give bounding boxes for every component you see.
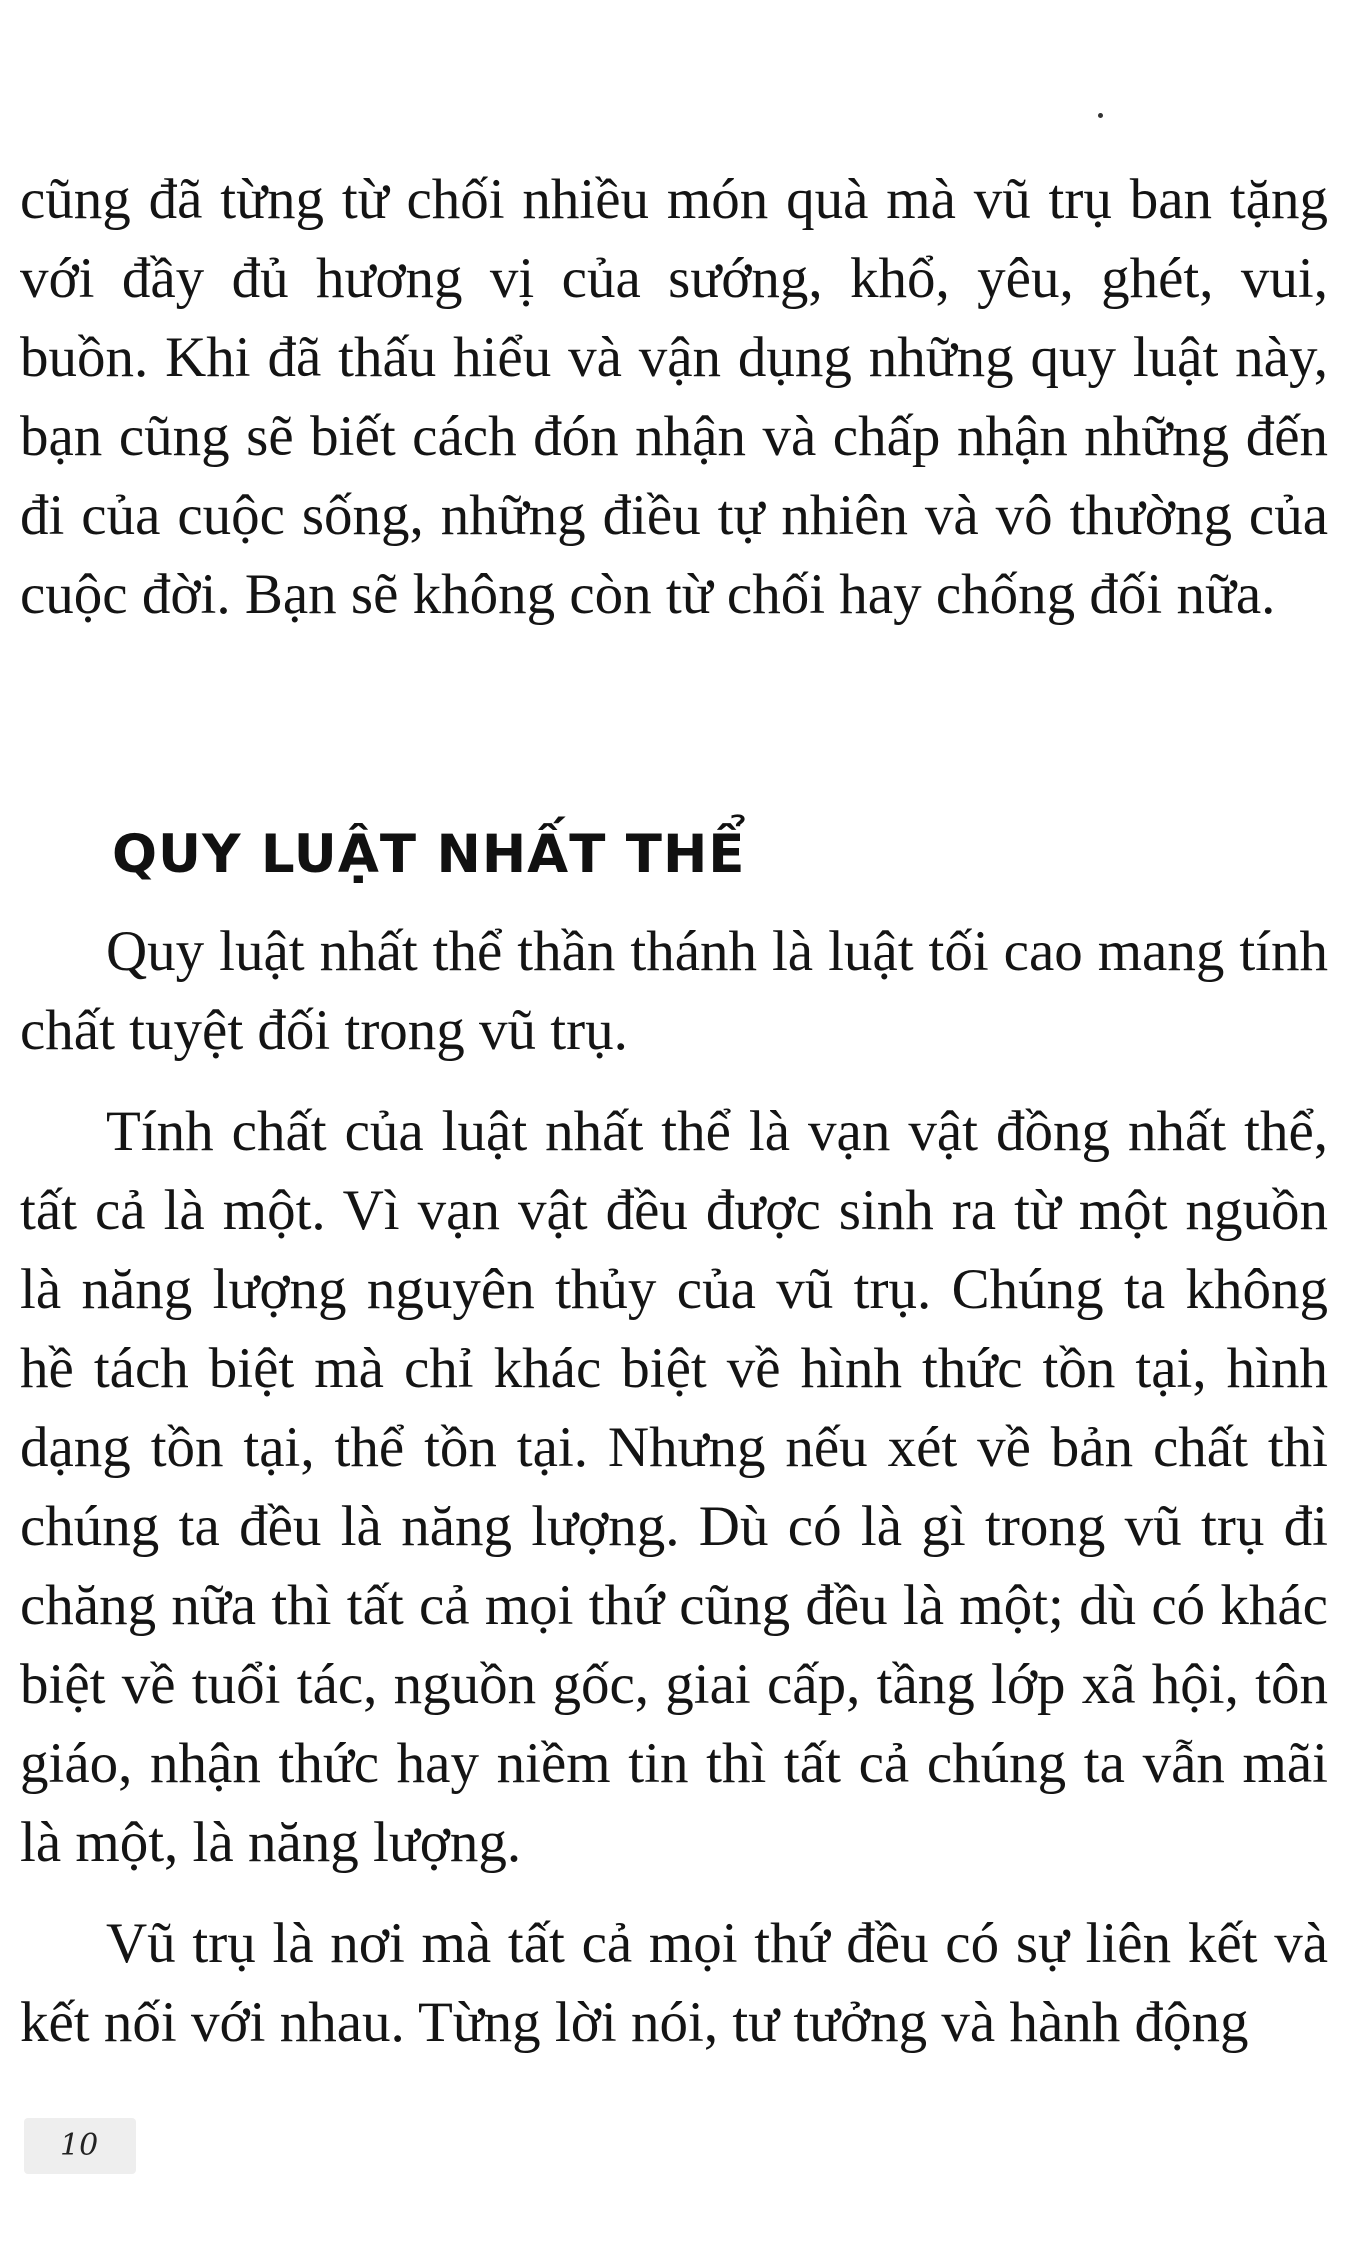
continuation-paragraph: cũng đã từng từ chối nhiều món quà mà vũ trụ ban tặng với đầy đủ hương vị của sướng, khổ, yêu, ghét, vui, buồn. Khi đã thấu hiểu và vận dụng những quy luật này, bạn cũng sẽ biết cách đón nhận và chấp nhận những đến đi của cuộc sống, những điều tự nhiên và vô thường của cuộc đời. Bạn sẽ không còn từ chối hay chống đối nữa.	[20, 168, 1328, 626]
paragraph-3: Vũ trụ là nơi mà tất cả mọi thứ đều có sự liên kết và kết nối với nhau. Từng lời nói, tư tưởng và hành động	[20, 1912, 1328, 2054]
continuation-text	[20, 160, 1328, 634]
paragraph-2: Tính chất của luật nhất thể là vạn vật đồng nhất thể, tất cả là một. Vì vạn vật đều được sinh ra từ một nguồn là năng lượng nguyên thủy của vũ trụ. Chúng ta không hề tách biệt mà chỉ khác biệt về hình thức tồn tại, hình dạng tồn tại, thể tồn tại. Nhưng nếu xét về bản chất thì chúng ta đều là năng lượng. Dù có là gì trong vũ trụ đi chăng nữa thì tất cả mọi thứ cũng đều là một; dù có khác biệt về tuổi tác, nguồn gốc, giai cấp, tầng lớp xã hội, tôn giáo, nhận thức hay niềm tin thì tất cả chúng ta vẫn mãi là một, là năng lượng.	[20, 1100, 1328, 1874]
section-body	[20, 912, 1328, 2084]
page-number: 10	[24, 2118, 136, 2174]
section-heading: QUY LUẬT NHẤT THỂ	[112, 824, 746, 885]
paragraph-1: Quy luật nhất thể thần thánh là luật tối cao mang tính chất tuyệt đối trong vũ trụ.	[20, 920, 1328, 1062]
ink-speck	[1098, 113, 1103, 118]
